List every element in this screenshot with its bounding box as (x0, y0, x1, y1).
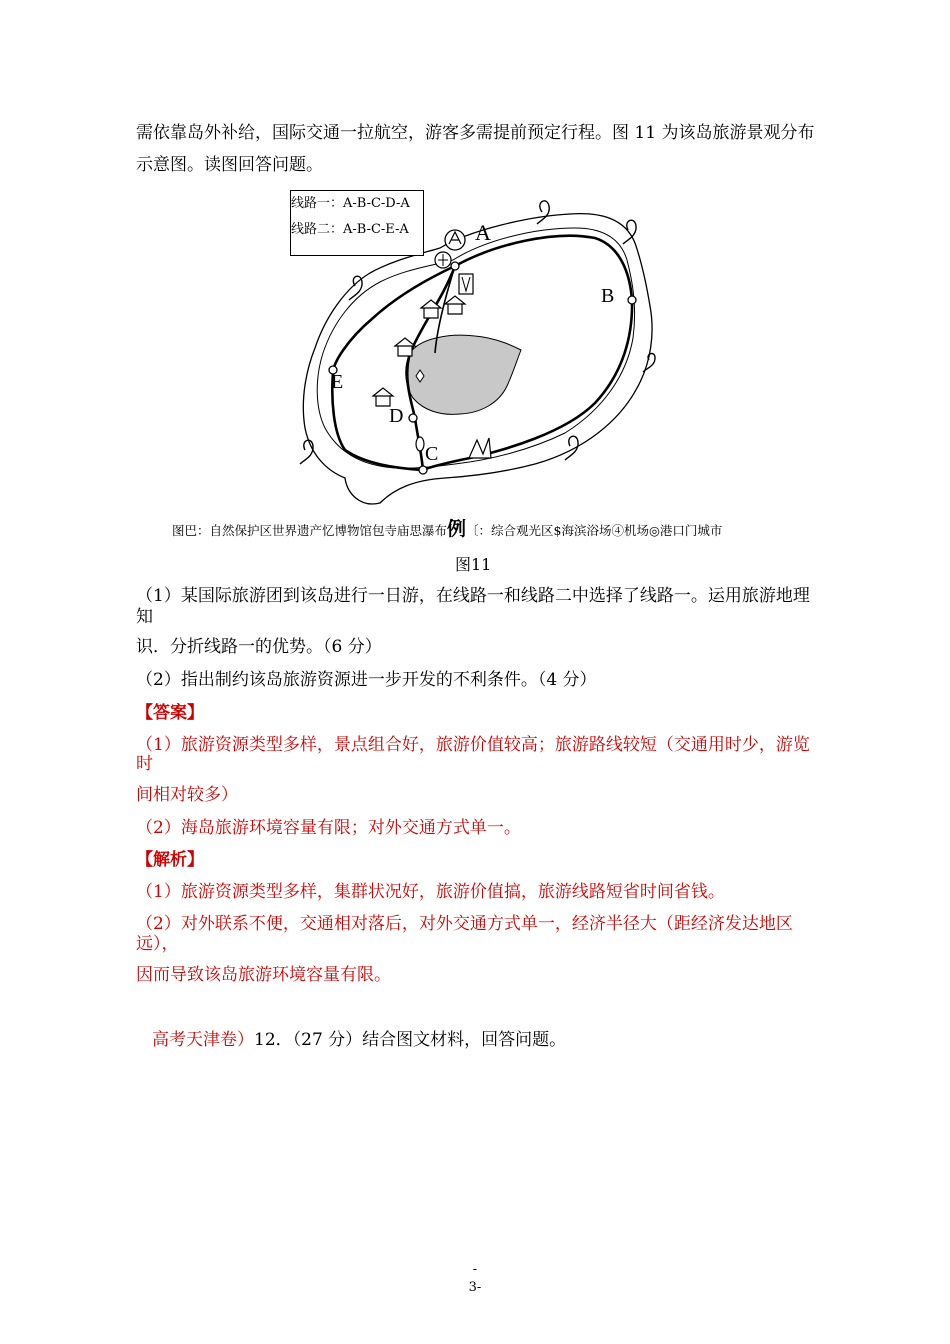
label-b: B (601, 285, 615, 307)
page-number: 3- (468, 1280, 482, 1295)
label-c: C (425, 443, 439, 465)
airport-icon (445, 230, 465, 250)
stop-a (451, 262, 459, 270)
map-symbol-legend (172, 514, 722, 541)
legend-suffix: 〔：综合观光区$海滨浴场④机场◎港口门城市 (466, 523, 723, 538)
figure-caption: 图11 (455, 555, 492, 574)
city-icon (435, 252, 451, 268)
temple-icon-3 (395, 338, 415, 356)
answer-1-line-2: 时 (136, 754, 153, 774)
stop-d (409, 414, 417, 422)
question-1-line-2: 知 (136, 607, 153, 627)
question-1-line-3: 识．分折线路一的优势。（6 分） (136, 637, 382, 657)
route-legend (290, 190, 424, 256)
analysis-2-line-1: （2）对外联系不便，交通相对落后，对外交通方式单一，经济半径大（距经济发达地区 (136, 914, 793, 934)
legend-big: 例 (447, 518, 467, 540)
stop-c (419, 466, 427, 474)
answer-1-line-3: 间相对较多） (136, 785, 238, 805)
next-question-source: 高考天津卷） (152, 1030, 254, 1050)
viewpoint-icon (469, 438, 491, 458)
temple-icon-2 (445, 296, 465, 314)
question-2: （2）指出制约该岛旅游资源进一步开发的不利条件。（4 分） (136, 670, 597, 690)
intro-line-2: 示意图。读图回答问题。 (136, 155, 323, 175)
answer-2: （2）海岛旅游环境容量有限；对外交通方式单一。 (136, 818, 521, 838)
analysis-1: （1）旅游资源类型多样，集群状况好，旅游价值搞，旅游线路短省时间省钱。 (136, 882, 725, 902)
temple-icon-4 (373, 388, 393, 406)
answer-1-line-1: （1）旅游资源类型多样，景点组合好，旅游价值较高；旅游路线较短（交通用时少，游览 (136, 735, 810, 755)
label-d: D (389, 405, 404, 427)
route-one-label: 线路一：A-B-C-D-A (291, 196, 410, 211)
beach-icon-5 (300, 440, 313, 464)
answer-heading: 【答案】 (136, 703, 204, 723)
analysis-2-line-2: 远）， (136, 934, 179, 954)
footer-dash: - (472, 1262, 478, 1277)
next-question-text: 12．（27 分）结合图文材料，回答问题。 (254, 1030, 567, 1050)
stop-b (628, 296, 636, 304)
analysis-2-line-3: 因而导致该岛旅游环境容量有限。 (136, 965, 391, 985)
beach-icon-6 (565, 436, 578, 460)
waterfall-icon (459, 274, 473, 294)
intro-line-1: 需依靠岛外补给，国际交通一拉航空，游客多需提前预定行程。图 11 为该岛旅游景观分布 (136, 123, 815, 143)
label-a: A (475, 220, 491, 245)
route-two-label: 线路二：A-B-C-E-A (291, 222, 409, 237)
beach-icon-1 (537, 201, 549, 224)
port-icon (416, 437, 424, 451)
legend-prefix: 图巴：自然保护区世界遗产忆博物馆包寺庙思瀑布 (172, 523, 448, 538)
question-1-line-1: （1）某国际旅游团到该岛进行一日游，在线路一和线路二中选择了线路一。运用旅游地理 (136, 586, 810, 606)
analysis-heading: 【解析】 (136, 850, 204, 870)
label-e: E (331, 371, 344, 393)
next-question (152, 1029, 566, 1051)
